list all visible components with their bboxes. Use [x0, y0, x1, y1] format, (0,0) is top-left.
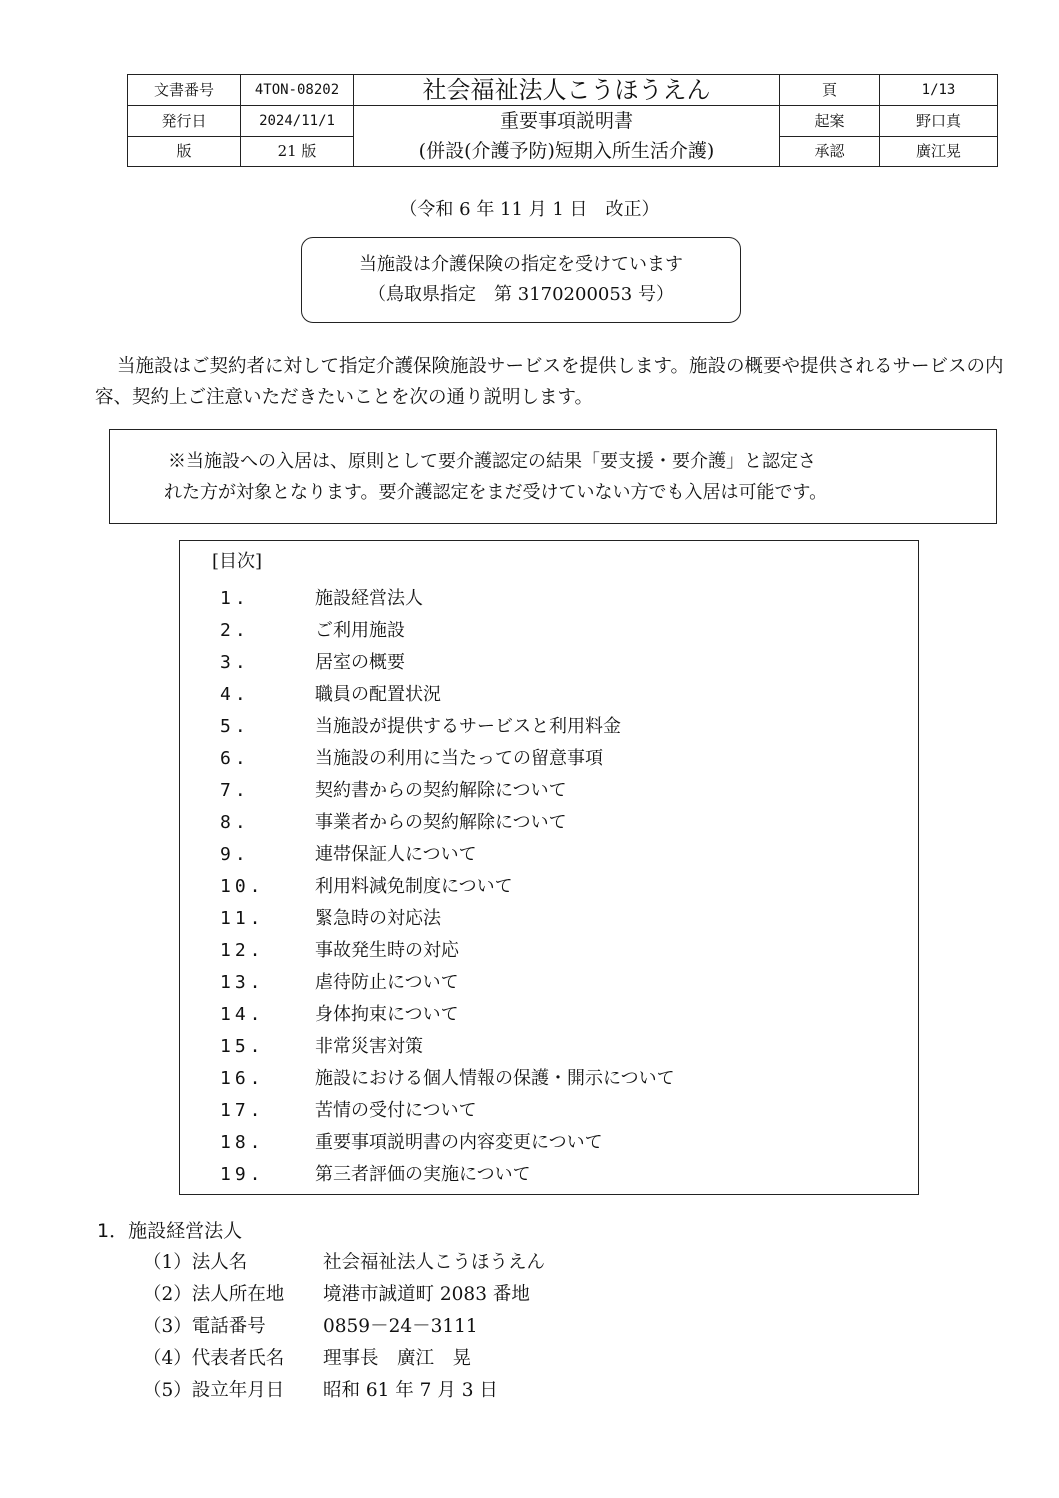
- detail-value: 社会福祉法人こうほうえん: [323, 1252, 546, 1273]
- detail-row: [143, 1279, 743, 1311]
- toc-item-number: 11.: [220, 908, 265, 929]
- designation-box: [301, 237, 741, 323]
- detail-row: [143, 1311, 743, 1343]
- approve-label: 承認: [780, 137, 880, 167]
- toc-item-text: 施設経営法人: [315, 588, 423, 609]
- issue-date-label: 発行日: [128, 106, 241, 137]
- toc-item-text: 重要事項説明書の内容変更について: [315, 1132, 603, 1153]
- detail-label: （3）電話番号: [143, 1316, 266, 1337]
- page-label: 頁: [780, 75, 880, 106]
- edition: 21 版: [241, 137, 354, 167]
- toc-item: [180, 679, 880, 711]
- detail-label: （2）法人所在地: [143, 1284, 285, 1305]
- toc-item-text: 施設における個人情報の保護・開示について: [315, 1068, 675, 1089]
- toc-item-text: 虐待防止について: [315, 972, 459, 993]
- toc-item-number: 10.: [220, 876, 265, 897]
- toc-item-text: 契約書からの契約解除について: [315, 780, 567, 801]
- toc-item-number: 3.: [220, 652, 250, 673]
- detail-label: （4）代表者氏名: [143, 1348, 285, 1369]
- toc-item-text: 身体拘束について: [315, 1004, 459, 1025]
- toc-item-number: 15.: [220, 1036, 265, 1057]
- toc-item-number: 4.: [220, 684, 250, 705]
- section-1-details: [143, 1247, 743, 1407]
- approve-by: 廣江晃: [880, 137, 998, 167]
- edition-label: 版: [128, 137, 241, 167]
- toc-item-number: 6.: [220, 748, 250, 769]
- toc-item: [180, 1127, 880, 1159]
- document-control-table: [127, 74, 998, 167]
- document-title-line-1: 重要事項説明書: [499, 110, 633, 132]
- designation-line-2: （鳥取県指定 第 3170200053 号）: [368, 284, 674, 305]
- toc-item-number: 19.: [220, 1164, 265, 1185]
- section-1-heading: 1．施設経営法人: [97, 1220, 243, 1242]
- notice-line-1: ※当施設への入居は、原則として要介護認定の結果「要支援・要介護」と認定さ: [168, 451, 816, 472]
- page-number: 1/13: [880, 75, 998, 106]
- notice-line-2: れた方が対象となります。要介護認定をまだ受けていない方でも入居は可能です。: [164, 482, 828, 503]
- organization-name: 社会福祉法人こうほうえん: [354, 75, 780, 106]
- toc-item: [180, 839, 880, 871]
- toc-item-number: 16.: [220, 1068, 265, 1089]
- toc-item: [180, 583, 880, 615]
- toc-item: [180, 711, 880, 743]
- toc-item: [180, 1031, 880, 1063]
- toc-item-number: 13.: [220, 972, 265, 993]
- toc-item-number: 9.: [220, 844, 250, 865]
- draft-label: 起案: [780, 106, 880, 137]
- toc-item-text: 事業者からの契約解除について: [315, 812, 567, 833]
- toc-item-text: 連帯保証人について: [315, 844, 477, 865]
- toc-item-text: 事故発生時の対応: [315, 940, 459, 961]
- draft-by: 野口真: [880, 106, 998, 137]
- toc-item-number: 8.: [220, 812, 250, 833]
- document-title: [354, 106, 780, 167]
- toc-item-text: 緊急時の対応法: [315, 908, 441, 929]
- toc-list: [180, 583, 880, 1191]
- designation-line-1: 当施設は介護保険の指定を受けています: [359, 254, 683, 275]
- toc-item: [180, 615, 880, 647]
- detail-row: [143, 1343, 743, 1375]
- toc-item-number: 18.: [220, 1132, 265, 1153]
- toc-item-text: 苦情の受付について: [315, 1100, 477, 1121]
- toc-item: [180, 647, 880, 679]
- toc-title: [目次]: [212, 551, 263, 572]
- toc-item-number: 5.: [220, 716, 250, 737]
- document-title-line-2: (併設(介護予防)短期入所生活介護): [418, 140, 715, 162]
- detail-row: [143, 1375, 743, 1407]
- toc-item-text: 第三者評価の実施について: [315, 1164, 531, 1185]
- toc-item: [180, 999, 880, 1031]
- toc-item: [180, 1063, 880, 1095]
- detail-value: 境港市誠道町 2083 番地: [323, 1284, 530, 1305]
- toc-item: [180, 935, 880, 967]
- toc-item-text: 当施設の利用に当たっての留意事項: [315, 748, 603, 769]
- detail-row: [143, 1247, 743, 1279]
- toc-item: [180, 967, 880, 999]
- toc-item-number: 12.: [220, 940, 265, 961]
- toc-item-text: 利用料減免制度について: [315, 876, 513, 897]
- toc-item-text: 当施設が提供するサービスと利用料金: [315, 716, 621, 737]
- toc-item-number: 2.: [220, 620, 250, 641]
- intro-paragraph: 当施設はご契約者に対して指定介護保険施設サービスを提供します。施設の概要や提供されるサービスの内容、契約上ご注意いただきたいことを次の通り説明します。: [95, 356, 1004, 408]
- toc-item: [180, 743, 880, 775]
- toc-item: [180, 807, 880, 839]
- toc-item: [180, 1159, 880, 1191]
- detail-value: 昭和 61 年 7 月 3 日: [323, 1380, 498, 1401]
- detail-label: （1）法人名: [143, 1252, 248, 1273]
- admission-notice-box: [109, 429, 997, 524]
- toc-item-number: 7.: [220, 780, 250, 801]
- toc-item-text: 居室の概要: [315, 652, 405, 673]
- doc-number: 4TON-08202: [241, 75, 354, 106]
- detail-label: （5）設立年月日: [143, 1380, 285, 1401]
- detail-value: 理事長 廣江 晃: [323, 1348, 472, 1369]
- toc-item-number: 14.: [220, 1004, 265, 1025]
- toc-item-text: 非常災害対策: [315, 1036, 423, 1057]
- toc-item-text: ご利用施設: [315, 620, 405, 641]
- toc-item: [180, 775, 880, 807]
- table-of-contents: [179, 540, 919, 1195]
- doc-number-label: 文書番号: [128, 75, 241, 106]
- toc-item-number: 1.: [220, 588, 250, 609]
- toc-item-text: 職員の配置状況: [315, 684, 441, 705]
- revision-date: （令和 6 年 11 月 1 日 改正）: [399, 199, 660, 220]
- toc-item: [180, 1095, 880, 1127]
- issue-date: 2024/11/1: [241, 106, 354, 137]
- detail-value: 0859－24－3111: [323, 1316, 478, 1337]
- toc-item: [180, 903, 880, 935]
- toc-item: [180, 871, 880, 903]
- toc-item-number: 17.: [220, 1100, 265, 1121]
